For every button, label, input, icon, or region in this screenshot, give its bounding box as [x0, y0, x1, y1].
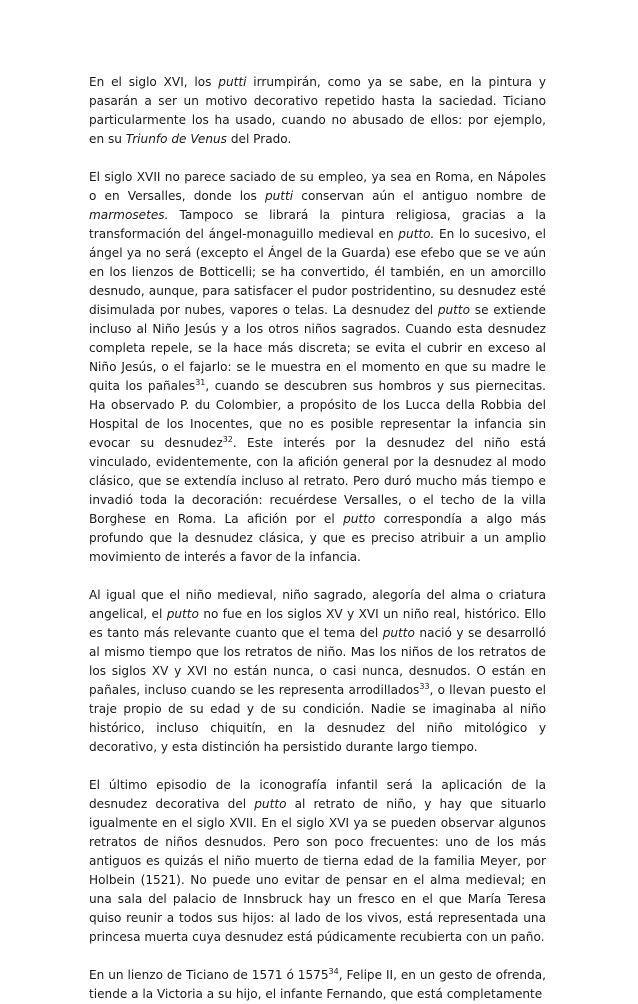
text-run: correspondía a algo más profundo que la desnudez clásica, y que es preciso atribuir a un amplio movimiento de interés a favor de la infancia.	[89, 512, 546, 564]
text-run: El último episodio de la iconografía infantil será la aplicación de la desnudez decorativa del	[89, 778, 546, 811]
footnote-ref: 33	[419, 682, 430, 691]
italic-text: putto	[254, 797, 287, 811]
italic-text: putto	[382, 626, 415, 640]
text-run: conservan aún el antiguo nombre de	[293, 189, 546, 203]
text-run: En lo sucesivo, el ángel ya no será (excepto el Ángel de la Guarda) ese efebo que se ve aún en los lienzos de Botticelli; se ha convertido, él también, en un amorcillo desnudo, aunque, para satisfacer el pudor postridentino, su desnudez esté disimulada por nubes, vapores o telas. La desnudez del	[89, 227, 546, 317]
paragraph	[89, 966, 546, 1004]
italic-text: Triunfo de Venus	[125, 132, 227, 146]
footnote-ref: 31	[195, 378, 206, 387]
text-run: Tampoco se librará la pintura religiosa, gracias a la transformación del ángel-monaguillo medieval en	[89, 208, 546, 241]
italic-text: putto	[437, 303, 471, 317]
italic-text: putti	[264, 189, 294, 203]
text-run: nació y se desarrolló al mismo tiempo que los retratos de niño. Mas los niños de los retratos de los siglos XV y XVI no están nunca, o casi nunca, desnudos. O están en pañales, incluso cuando se les representa arrodillados	[89, 626, 546, 697]
text-run: del Prado.	[226, 132, 292, 146]
text-run: se extiende incluso al Niño Jesús y a los otros niños sagrados. Cuando esta desnudez completa repele, se la hace más discreta; se evita el cubrir en exceso al Niño Jesús, o el fajarlo: se le muestra en el momento en que su madre le quita los pañales	[89, 303, 546, 393]
text-run: En un lienzo de Ticiano de 1571 ó 1575	[89, 968, 329, 982]
italic-text: putto	[166, 607, 199, 621]
paragraph	[89, 586, 546, 757]
paragraph	[89, 168, 546, 567]
text-run: , Felipe II, en un gesto de ofrenda, tiende a la Victoria a su hijo, el infante Fernando, que está completamente	[89, 968, 546, 1001]
text-run: En el siglo XVI, los	[89, 75, 219, 89]
text-run: no fue en los siglos XV y XVI un niño real, histórico. Ello es tanto más relevante cuanto que el tema del	[89, 607, 546, 640]
text-run: , cuando se descubren sus hombros y sus piernecitas. Ha observado P. du Colombier, a propósito de los Lucca della Robbia del Hospital de los Inocentes, que no es posible representar la infancia sin evocar su desnudez	[89, 379, 546, 450]
paragraph	[89, 73, 546, 149]
footnote-ref: 34	[328, 967, 339, 976]
paragraph	[89, 776, 546, 947]
text-run: al retrato de niño, y hay que situarlo igualmente en el siglo XVII. En el siglo XVI ya se pueden observar algunos retratos de niños desnudos. Pero son poco frecuentes: uno de los más antiguos es quizás el niño muerto de tierna edad de la familia Meyer, por Holbein (1521). No puede uno evitar de pensar en el alma medieval; en una sala del palacio de Innsbruck hay un fresco en el que María Teresa quiso reunir a todos sus hijos: al lado de los vivos, está representada una princesa muerta cuya desnudez está púdicamente recubierta con un paño.	[89, 797, 546, 944]
italic-text: putto	[343, 512, 376, 526]
text-run: El siglo XVII no parece saciado de su empleo, ya sea en Roma, en Nápoles o en Versalles, donde los	[89, 170, 546, 203]
text-run: , o llevan puesto el traje propio de su edad y de su condición. Nadie se imaginaba al niño histórico, incluso chiquitín, en la desnudez del niño mitológico y decorativo, y esta distinción ha persistido durante largo tiempo.	[89, 683, 546, 754]
footnote-ref: 32	[222, 435, 233, 444]
italic-text: marmosetes.	[89, 208, 169, 222]
document-page	[89, 73, 546, 1004]
text-run: irrumpirán, como ya se sabe, en la pintura y pasarán a ser un motivo decorativo repetido hasta la saciedad. Ticiano particularmente los ha usado, cuando no abusado de ellos: por ejemplo, en su	[89, 75, 546, 146]
italic-text: putto.	[398, 227, 435, 241]
italic-text: putti	[218, 75, 247, 89]
text-run: . Este interés por la desnudez del niño está vinculado, evidentemente, con la afición general por la desnudez al modo clásico, que se extendía incluso al retrato. Pero duró mucho más tiempo e invadió toda la decoración: recuérdese Versalles, o el techo de la villa Borghese en Roma. La afición por el	[89, 436, 546, 526]
text-run: Al igual que el niño medieval, niño sagrado, alegoría del alma o criatura angelical, el	[89, 588, 546, 621]
